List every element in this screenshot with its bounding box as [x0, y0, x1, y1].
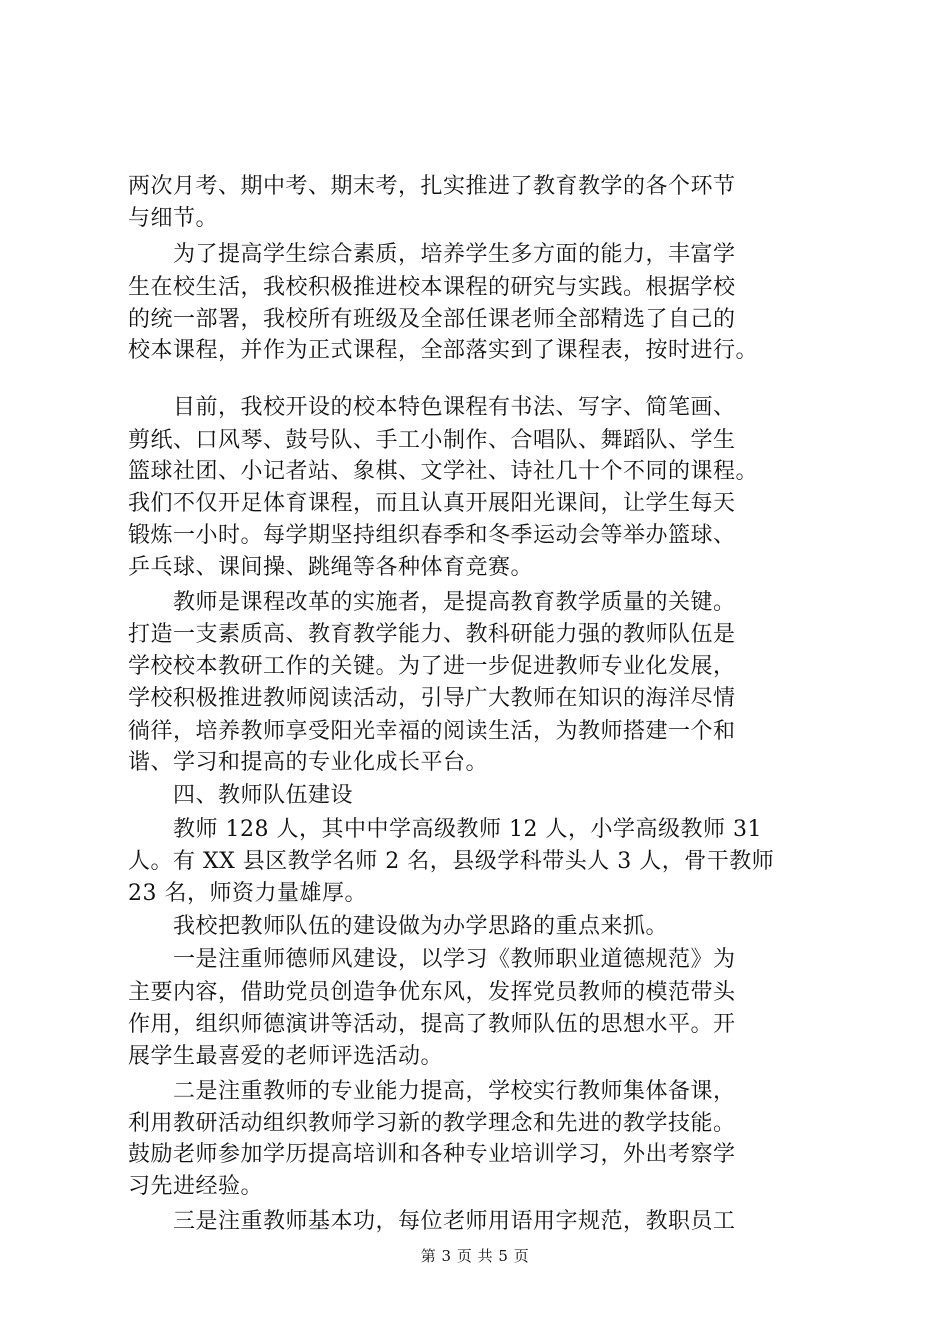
text-line: 生在校生活，我校积极推进校本课程的研究与实践。根据学校 [128, 275, 736, 300]
text-line: 谐、学习和提高的专业化成长平台。 [128, 750, 489, 775]
text-line: 23 名，师资力量雄厚。 [128, 881, 367, 906]
text-line: 作用，组织师德演讲等活动，提高了教师队伍的思想水平。开 [128, 1012, 736, 1037]
text-line: 我校把教师队伍的建设做为办学思路的重点来抓。 [128, 914, 669, 939]
text-line: 徜徉，培养教师享受阳光幸福的阅读生活，为教师搭建一个和 [128, 719, 736, 744]
text-line: 一是注重师德师风建设，以学习《教师职业道德规范》为 [128, 947, 736, 972]
text-line: 人。有 XX 县区教学名师 2 名，县级学科带头人 3 人，骨干教师 [128, 849, 775, 874]
text-line: 鼓励老师参加学历提高培训和各种专业培训学习，外出考察学 [128, 1142, 736, 1167]
text-line: 校本课程，并作为正式课程，全部落实到了课程表，按时进行。 [128, 338, 759, 363]
text-line: 展学生最喜爱的老师评选活动。 [128, 1044, 444, 1069]
text-line: 与细节。 [128, 206, 219, 231]
text-line: 为了提高学生综合素质，培养学生多方面的能力，丰富学 [128, 242, 736, 267]
text-line: 乒乓球、课间操、跳绳等各种体育竞赛。 [128, 555, 534, 580]
text-line: 三是注重教师基本功，每位老师用语用字规范，教职员工 [128, 1209, 736, 1234]
page-number-footer: 第 3 页 共 5 页 [420, 1247, 530, 1265]
text-line: 锻炼一小时。每学期坚持组织春季和冬季运动会等举办篮球、 [128, 523, 736, 548]
section-heading: 四、教师队伍建设 [128, 783, 354, 808]
text-line: 主要内容，借助党员创造争优东风，发挥党员教师的模范带头 [128, 980, 736, 1005]
text-line: 习先进经验。 [128, 1174, 264, 1199]
text-line: 学校校本教研工作的关键。为了进一步促进教师专业化发展， [128, 654, 736, 679]
text-line: 目前，我校开设的校本特色课程有书法、写字、简笔画、 [128, 395, 736, 420]
text-line: 教师是课程改革的实施者，是提高教育教学质量的关键。 [128, 590, 736, 615]
text-line: 的统一部署，我校所有班级及全部任课老师全部精选了自己的 [128, 307, 736, 332]
text-line: 我们不仅开足体育课程，而且认真开展阳光课间，让学生每天 [128, 491, 736, 516]
text-line: 教师 128 人，其中中学高级教师 12 人，小学高级教师 31 [128, 817, 762, 842]
text-line: 篮球社团、小记者站、象棋、文学社、诗社几十个不同的课程。 [128, 459, 759, 484]
text-line: 剪纸、口风琴、鼓号队、手工小制作、合唱队、舞蹈队、学生 [128, 428, 736, 453]
text-line: 两次月考、期中考、期末考，扎实推进了教育教学的各个环节 [128, 174, 736, 199]
text-line: 学校积极推进教师阅读活动，引导广大教师在知识的海洋尽情 [128, 686, 736, 711]
text-line: 利用教研活动组织教师学习新的教学理念和先进的教学技能。 [128, 1111, 736, 1136]
text-line: 打造一支素质高、教育教学能力、教科研能力强的教师队伍是 [128, 622, 736, 647]
text-line: 二是注重教师的专业能力提高，学校实行教师集体备课， [128, 1079, 736, 1104]
